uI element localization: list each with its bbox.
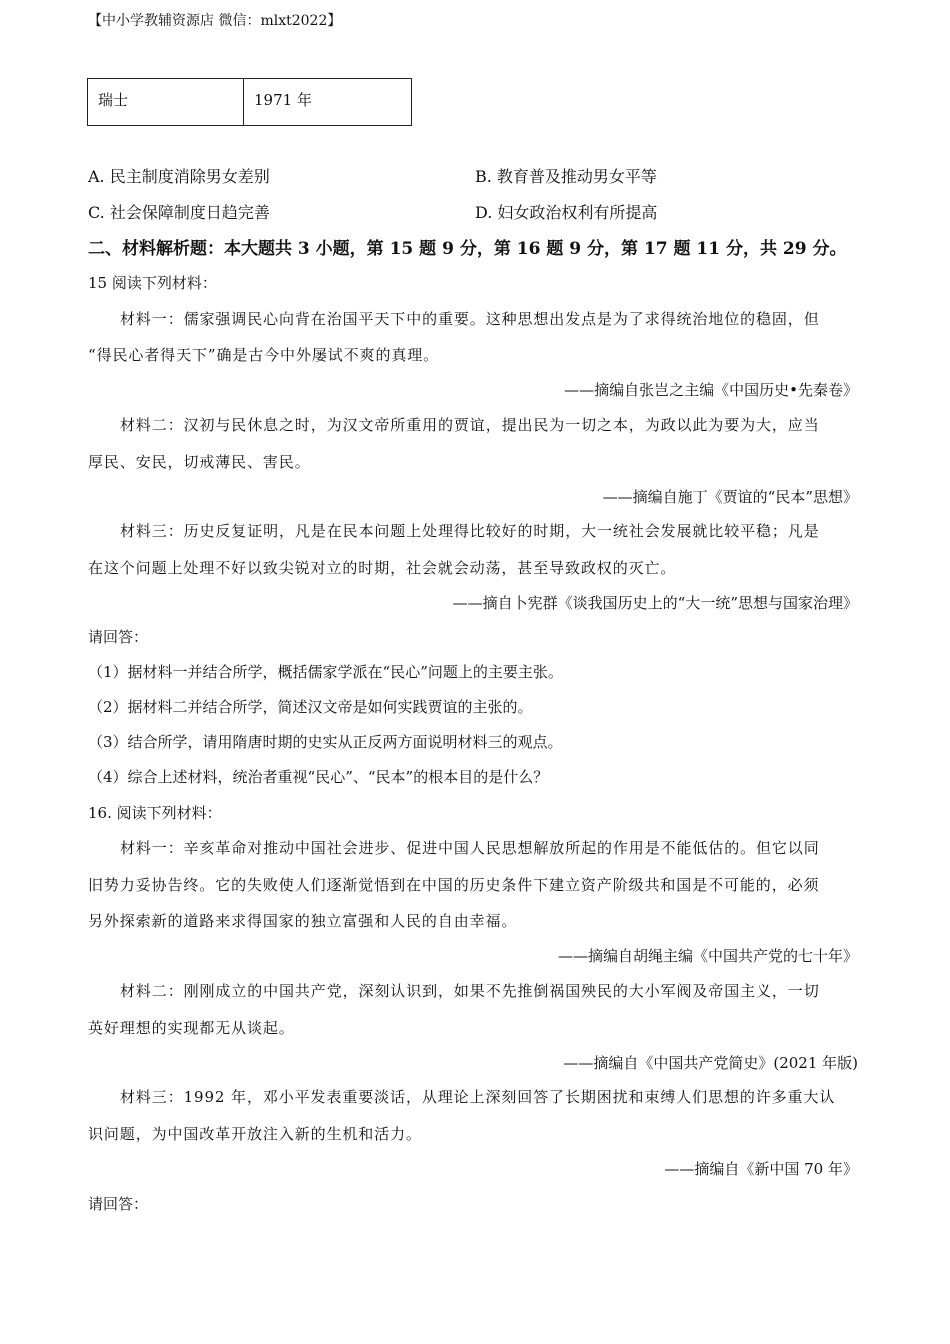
table-cell-year: 1971 年	[244, 79, 412, 126]
q15-subquestion-2: （2）据材料二并结合所学，简述汉文帝是如何实践贾谊的主张的。	[88, 698, 533, 716]
data-table	[87, 78, 412, 126]
q16-material1-line2: 旧势力妥协告终。它的失败使人们逐渐觉悟到在中国的历史条件下建立资产阶级共和国是不可能的，必须	[88, 876, 820, 894]
q15-material3-line1: 材料三：历史反复证明，凡是在民本问题上处理得比较好的时期，大一统社会发展就比较平稳；凡是	[120, 522, 820, 540]
q15-material3-source: ——摘自卜宪群《谈我国历史上的“大一统”思想与国家治理》	[452, 594, 858, 612]
page-header: 【中小学教辅资源店 微信：mlxt2022】	[88, 13, 342, 29]
q15-material1-source: ——摘编自张岂之主编《中国历史•先秦卷》	[564, 381, 858, 399]
q16-stem: 16. 阅读下列材料：	[88, 804, 222, 822]
q16-material3-source: ——摘编自《新中国 70 年》	[664, 1160, 858, 1178]
option-a: A. 民主制度消除男女差别	[88, 167, 270, 186]
q15-subquestion-1: （1）据材料一并结合所学，概括儒家学派在“民心”问题上的主要主张。	[88, 663, 563, 681]
q16-material3-line1: 材料三：1992 年，邓小平发表重要淡话，从理论上深刻回答了长期困扰和束缚人们思想的许多重大认	[120, 1088, 836, 1106]
q15-material2-line2: 厚民、安民，切戒薄民、害民。	[88, 453, 311, 471]
q15-ask: 请回答：	[88, 628, 149, 646]
q15-material2-line1: 材料二：汉初与民休息之时，为汉文帝所重用的贾谊，提出民为一切之本，为政以此为要为大，应当	[120, 416, 820, 434]
q16-material1-line3: 另外探索新的道路来求得国家的独立富强和人民的自由幸福。	[88, 912, 518, 930]
q15-stem: 15 阅读下列材料：	[88, 274, 217, 292]
q15-material2-source: ——摘编自施丁《贾谊的“民本”思想》	[602, 488, 858, 506]
option-d: D. 妇女政治权利有所提高	[475, 203, 658, 222]
option-b: B. 教育普及推动男女平等	[475, 167, 657, 186]
table-cell-country: 瑞士	[88, 79, 244, 126]
option-c: C. 社会保障制度日趋完善	[88, 203, 270, 222]
q16-material3-line2: 识问题，为中国改革开放注入新的生机和活力。	[88, 1125, 422, 1143]
q16-material2-line2: 英好理想的实现都无从谈起。	[88, 1019, 295, 1037]
q15-subquestion-3: （3）结合所学，请用隋唐时期的史实从正反两方面说明材料三的观点。	[88, 733, 563, 751]
q16-material1-line1: 材料一：辛亥革命对推动中国社会进步、促进中国人民思想解放所起的作用是不能低估的。但它以同	[120, 839, 820, 857]
q15-material1-line1: 材料一：儒家强调民心向背在治国平天下中的重要。这种思想出发点是为了求得统治地位的稳固，但	[120, 310, 820, 328]
q15-material1-line2: “得民心者得天下”确是古今中外屡试不爽的真理。	[88, 346, 440, 364]
table-row	[88, 79, 412, 126]
q16-ask: 请回答：	[88, 1195, 149, 1213]
q16-material2-line1: 材料二：刚刚成立的中国共产党，深刻认识到，如果不先推倒祸国殃民的大小军阀及帝国主义，一切	[120, 982, 820, 1000]
q15-material3-line2: 在这个问题上处理不好以致尖锐对立的时期，社会就会动荡，甚至导致政权的灭亡。	[88, 559, 677, 577]
section-title: 二、材料解析题：本大题共 3 小题，第 15 题 9 分，第 16 题 9 分，第 17 题 11 分，共 29 分。	[88, 239, 847, 259]
q16-material2-source: ——摘编自《中国共产党简史》(2021 年版)	[563, 1054, 858, 1072]
q16-material1-source: ——摘编自胡绳主编《中国共产党的七十年》	[557, 947, 858, 965]
q15-subquestion-4: （4）综合上述材料，统治者重视“民心”、“民本”的根本目的是什么？	[88, 768, 549, 786]
